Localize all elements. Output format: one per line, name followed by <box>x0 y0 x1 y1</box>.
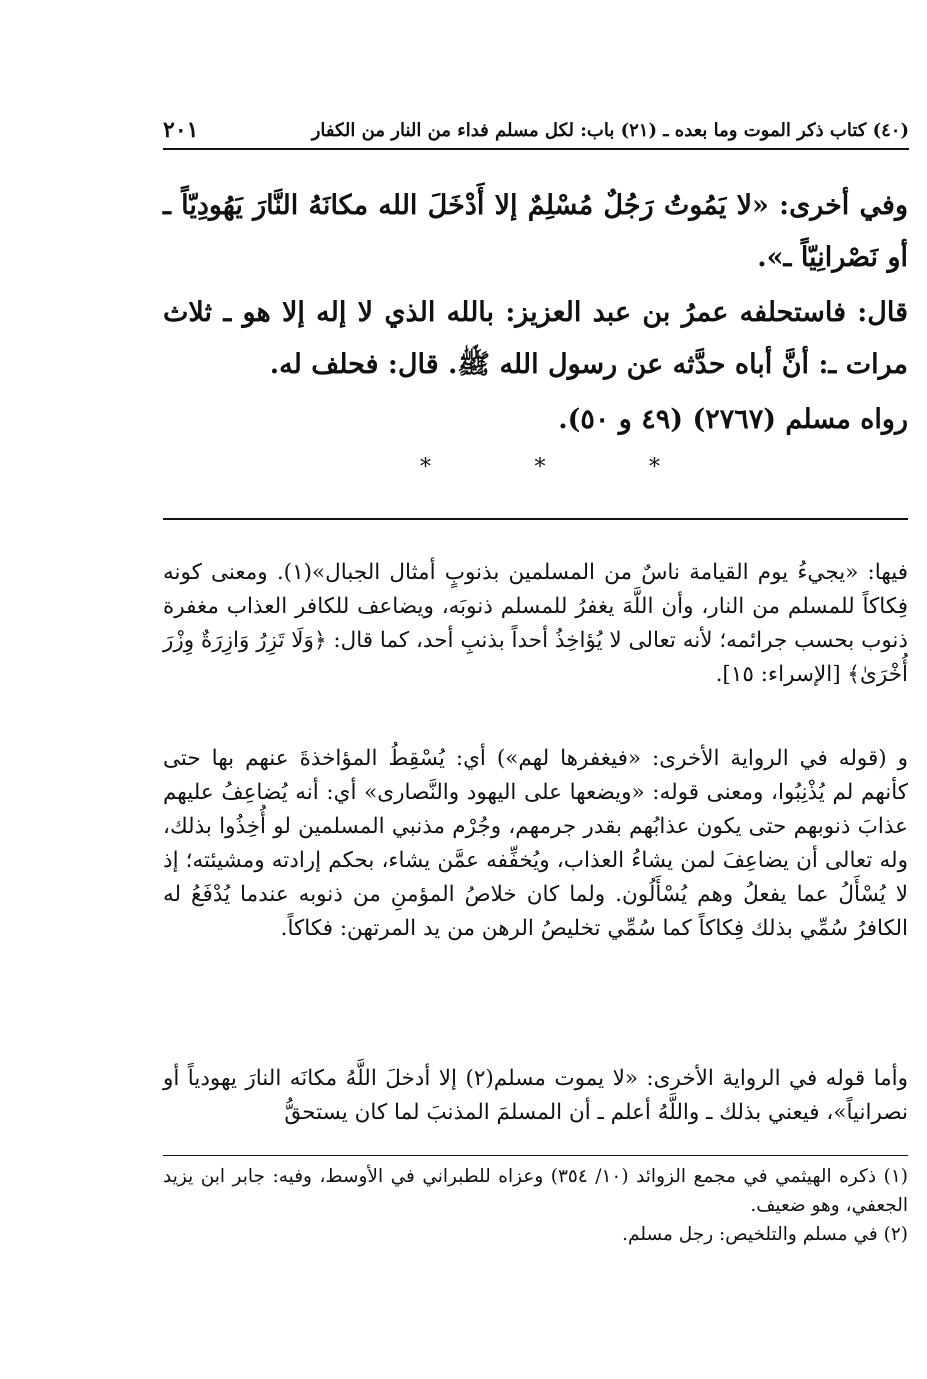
star-icon: * <box>420 455 431 480</box>
footnote-number: (١) <box>883 1166 908 1187</box>
footnote-text: في مسلم والتلخيص: رجل مسلم. <box>622 1224 878 1245</box>
page-header <box>163 112 909 150</box>
star-icon: * <box>534 455 546 480</box>
footnote-2 <box>163 1220 908 1249</box>
page-number: ٢٠١ <box>163 117 199 143</box>
section-rule <box>163 518 908 520</box>
footnote-1 <box>163 1162 908 1220</box>
star-icon: * <box>649 455 660 480</box>
hadith-paragraph-2: قال: فاستحلفه عمرُ بن عبد العزيز: بالله الذي لا إله إلا هو ـ ثلاث مرات ـ: أنَّ أباه حدَّثه عن رسول الله ﷺ. قال: فحلف له. <box>163 297 908 380</box>
running-title: (٤٠) كتاب ذكر الموت وما بعده ـ (٢١) باب: لكل مسلم فداء من النار من الكفار <box>311 119 909 141</box>
commentary-paragraph-2: و (قوله في الرواية الأخرى: «فيغفرها لهم») أي: يُسْقِطُ المؤاخذةَ عنهم بها حتى كأنهم لم يُذْنِبُوا، ومعنى قوله: «ويضعها على اليهود والنَّصارى» أي: أنه يُضاعِفُ عليهم عذابَ ذنوبهم حتى يكون عذابُهم بقدر جرمهم، وجُرْم مذنبي المسلمين لو أُخِذُوا بذلك، وله تعالى أن يضاعِفَ لمن يشاءُ العذاب، ويُخفِّفه عمَّن يشاء، بحكم إرادته ومشيئته؛ إذ لا يُسْأَلُ عما يفعلُ وهم يُسْأَلُون. ولما كان خلاصُ المؤمنِ من ذنوبه عندما يُدْفَعُ له الكافرُ سُمِّي بذلك فِكاكاً كما سُمِّي تخليصُ الرهن من يد المرتهن: فكاكاً. <box>163 746 908 941</box>
hadith-paragraph-1: وفي أخرى: «لا يَمُوتُ رَجُلٌ مُسْلِمٌ إلا أَدْخَلَ الله مكانَهُ النَّارَ يَهُودِيّاً ـ أو نَصْرانِيّاً ـ». <box>163 190 908 273</box>
commentary-paragraph-1: فيها: «يجيءُ يوم القيامة ناسٌ من المسلمين بذنوبٍ أمثال الجبال»(١). ومعنى كونه فِكاكاً للمسلم من النار، وأن اللَّهَ يغفرُ للمسلم ذنوبَه، ويضاعف للكافر العذاب مغفرة ذنوب بحسب جرائمه؛ لأنه تعالى لا يُؤاخِذُ أحداً بذنبِ أحد، كما قال: ﴿وَلَا تَزِرُ وَازِرَةٌ وِزْرَ أُخْرَىٰ﴾ [الإسراء: ١٥]. <box>163 560 908 687</box>
hadith-reference: رواه مسلم (٢٧٦٧) (٤٩ و ٥٠). <box>558 404 908 435</box>
footnotes <box>163 1162 908 1249</box>
footnote-number: (٢) <box>883 1224 908 1245</box>
footnote-text: ذكره الهيثمي في مجمع الزوائد (١٠/ ٣٥٤) وعزاه للطبراني في الأوسط، وفيه: جابر ابن يزيد الجعفي، وهو ضعيف. <box>163 1166 908 1216</box>
commentary-paragraph-3: وأما قوله في الرواية الأخرى: «لا يموت مسلم(٢) إلا أدخلَ اللَّهُ مكانَه النارَ يهودياً أو نصرانياً»، فيعني بذلك ـ واللَّهُ أعلم ـ أن المسلمَ المذنبَ لما كان يستحقُّ <box>163 1066 908 1125</box>
footnote-rule <box>163 1155 908 1156</box>
section-divider-stars <box>420 455 660 480</box>
